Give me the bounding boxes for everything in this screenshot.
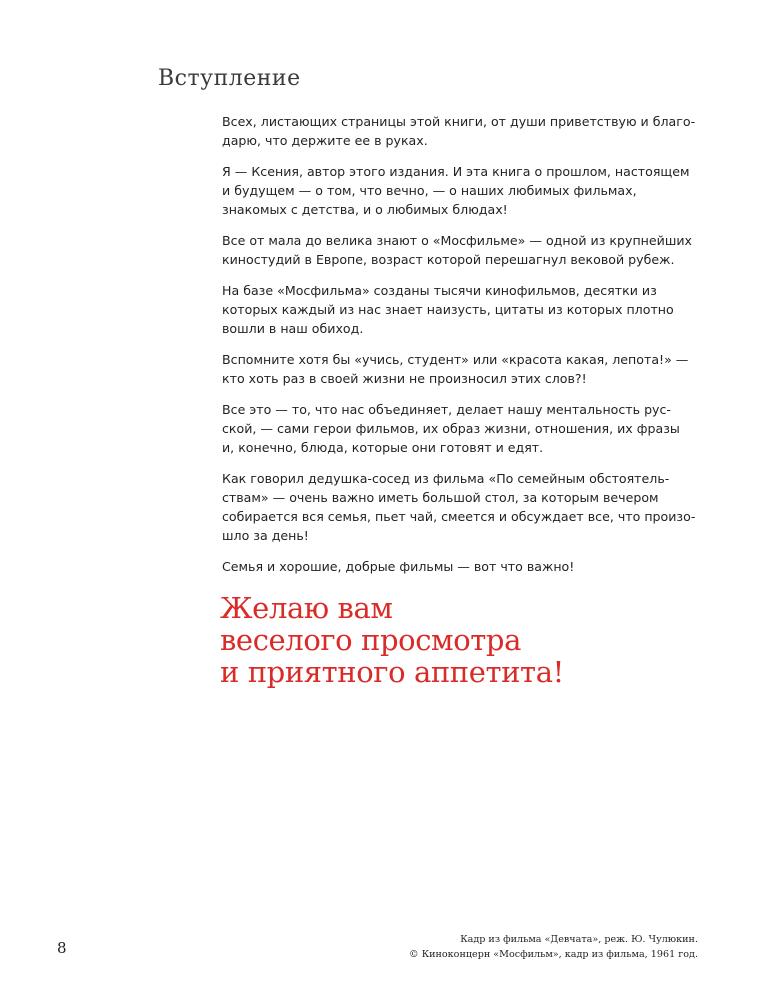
- text-line: Я — Ксения, автор этого издания. И эта книга о прошлом, настоящем: [222, 164, 690, 179]
- text-line: которых каждый из нас знает наизусть, цитаты из которых плотно: [222, 302, 674, 317]
- text-line: Все это — то, что нас объединяет, делает нашу ментальность рус-: [222, 402, 671, 417]
- paragraph: [222, 557, 692, 576]
- paragraph: [222, 281, 692, 338]
- text-line: киностудий в Европе, возраст которой перешагнул вековой рубеж.: [222, 252, 675, 267]
- text-line: дарю, что держите ее в руках.: [222, 133, 428, 148]
- text-line: кто хоть раз в своей жизни не произносил этих слов?!: [222, 371, 587, 386]
- wish-callout: [220, 592, 564, 688]
- text-line: вошли в наш обиход.: [222, 321, 364, 336]
- paragraph: [222, 231, 692, 269]
- page-title: Вступление: [158, 66, 301, 91]
- text-line: и, конечно, блюда, которые они готовят и едят.: [222, 440, 544, 455]
- text-line: Вспомните хотя бы «учись, студент» или «красота какая, лепота!» —: [222, 352, 689, 367]
- page-number: 8: [57, 939, 67, 957]
- wish-line: и приятного аппетита!: [220, 655, 564, 689]
- text-line: ской, — сами герои фильмов, их образ жизни, отношения, их фразы: [222, 421, 680, 436]
- wish-line: веселого просмотра: [220, 623, 521, 657]
- text-line: ствам» — очень важно иметь большой стол, за которым вечером: [222, 490, 659, 505]
- paragraph: [222, 400, 692, 457]
- photo-caption: [409, 932, 698, 962]
- intro-body: [222, 112, 696, 588]
- caption-line: Кадр из фильма «Девчата», реж. Ю. Чулюкин.: [460, 934, 698, 945]
- text-line: шло за день!: [222, 528, 309, 543]
- text-line: Всех, листающих страницы этой книги, от души приветствую и благо-: [222, 114, 696, 129]
- text-line: знакомых с детства, и о любимых блюдах!: [222, 202, 508, 217]
- paragraph: [222, 162, 692, 219]
- text-line: На базе «Мосфильма» созданы тысячи кинофильмов, десятки из: [222, 283, 657, 298]
- paragraph: [222, 112, 696, 150]
- wish-line: Желаю вам: [220, 591, 393, 625]
- text-line: и будущем — о том, что вечно, — о наших любимых фильмах,: [222, 183, 637, 198]
- caption-line: © Киноконцерн «Мосфильм», кадр из фильма, 1961 год.: [409, 949, 698, 960]
- text-line: Все от мала до велика знают о «Мосфильме» — одной из крупнейших: [222, 233, 693, 248]
- paragraph: [222, 350, 692, 388]
- text-line: Как говорил дедушка-сосед из фильма «По семейным обстоятель-: [222, 471, 670, 486]
- paragraph: [222, 469, 696, 545]
- text-line: Семья и хорошие, добрые фильмы — вот что важно!: [222, 559, 575, 574]
- text-line: собирается вся семья, пьет чай, смеется и обсуждает все, что произо-: [222, 509, 696, 524]
